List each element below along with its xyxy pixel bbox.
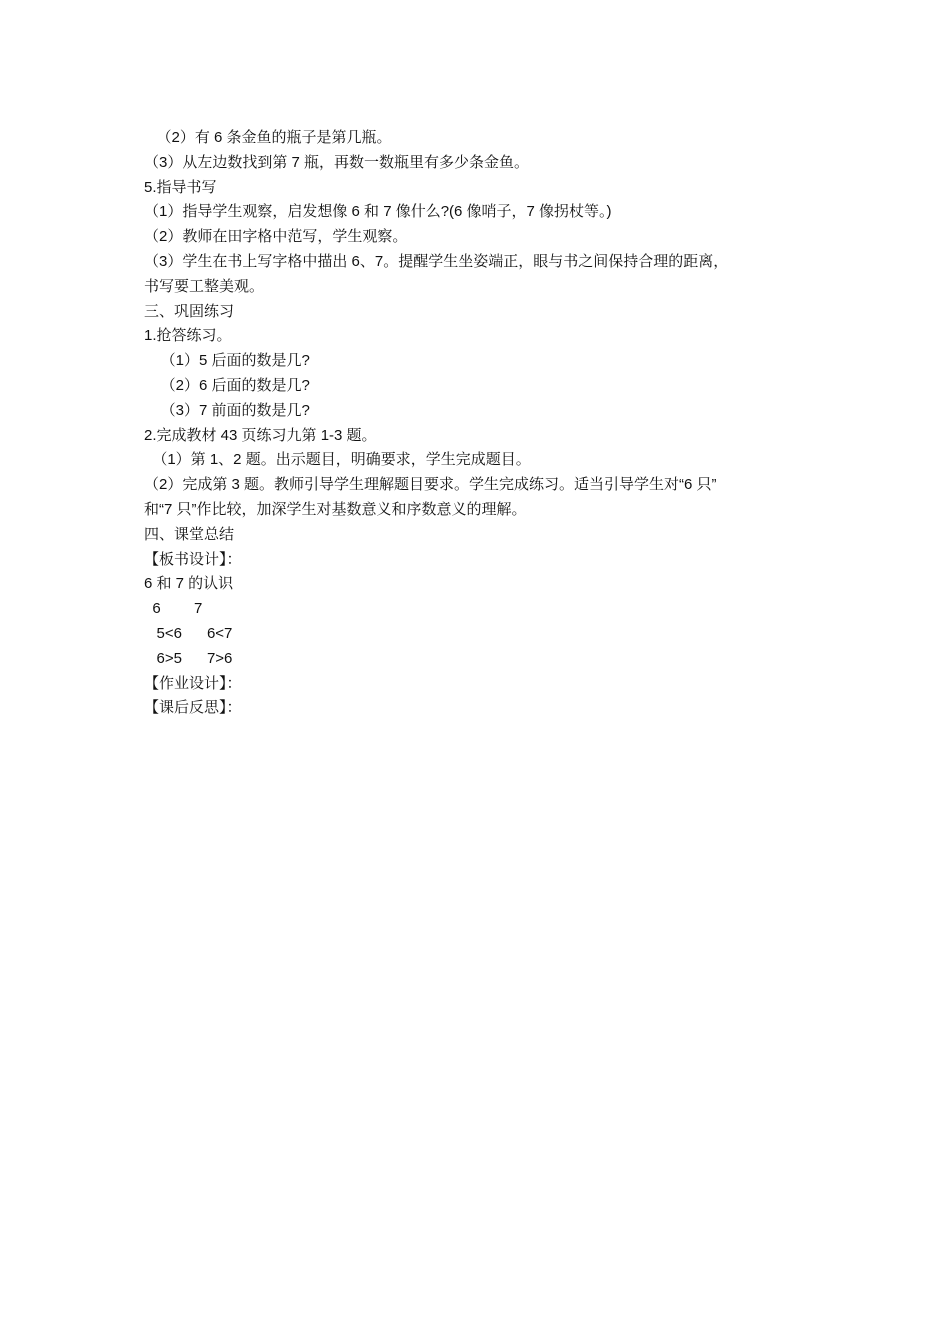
text-line: 书写要工整美观。 [144,277,265,295]
section-heading: 四、课堂总结 [144,525,235,543]
board-line: 5<6 6<7 [144,624,233,642]
document-body [144,126,814,721]
board-line: 6>5 7>6 [144,649,233,667]
board-title: 6 和 7 的认识 [144,575,234,593]
text-line: （2）6 后面的数是几? [144,376,310,394]
text-line: （1）指导学生观察，启发想像 6 和 7 像什么?(6 像哨子，7 像拐杖等。) [144,203,612,221]
text-line: （3）学生在书上写字格中描出 6、7。提醒学生坐姿端正，眼与书之间保持合理的距离， [144,252,729,270]
reflection-label: 【课后反思】： [144,699,242,717]
text-line: （1）5 后面的数是几? [144,352,310,370]
text-line: （3）从左边数找到第 7 瓶，再数一数瓶里有多少条金鱼。 [144,153,530,171]
text-line: （2）完成第 3 题。教师引导学生理解题目要求。学生完成练习。适当引导学生对“6 只” [144,476,717,494]
board-line: 6 7 [144,600,203,618]
text-line: 和“7 只”作比较，加深学生对基数意义和序数意义的理解。 [144,500,527,518]
homework-design-label: 【作业设计】： [144,674,242,692]
text-line: （3）7 前面的数是几? [144,401,310,419]
text-line: 2.完成教材 43 页练习九第 1-3 题。 [144,426,377,444]
board-design-label: 【板书设计】： [144,550,242,568]
text-line: （2）有 6 条金鱼的瓶子是第几瓶。 [144,129,392,146]
section-heading: 5.指导书写 [144,178,217,196]
text-line: （1）第 1、2 题。出示题目，明确要求，学生完成题目。 [144,451,531,469]
section-heading: 三、巩固练习 [144,302,235,320]
text-line: 1.抢答练习。 [144,327,232,345]
text-line: （2）教师在田字格中范写，学生观察。 [144,228,408,246]
